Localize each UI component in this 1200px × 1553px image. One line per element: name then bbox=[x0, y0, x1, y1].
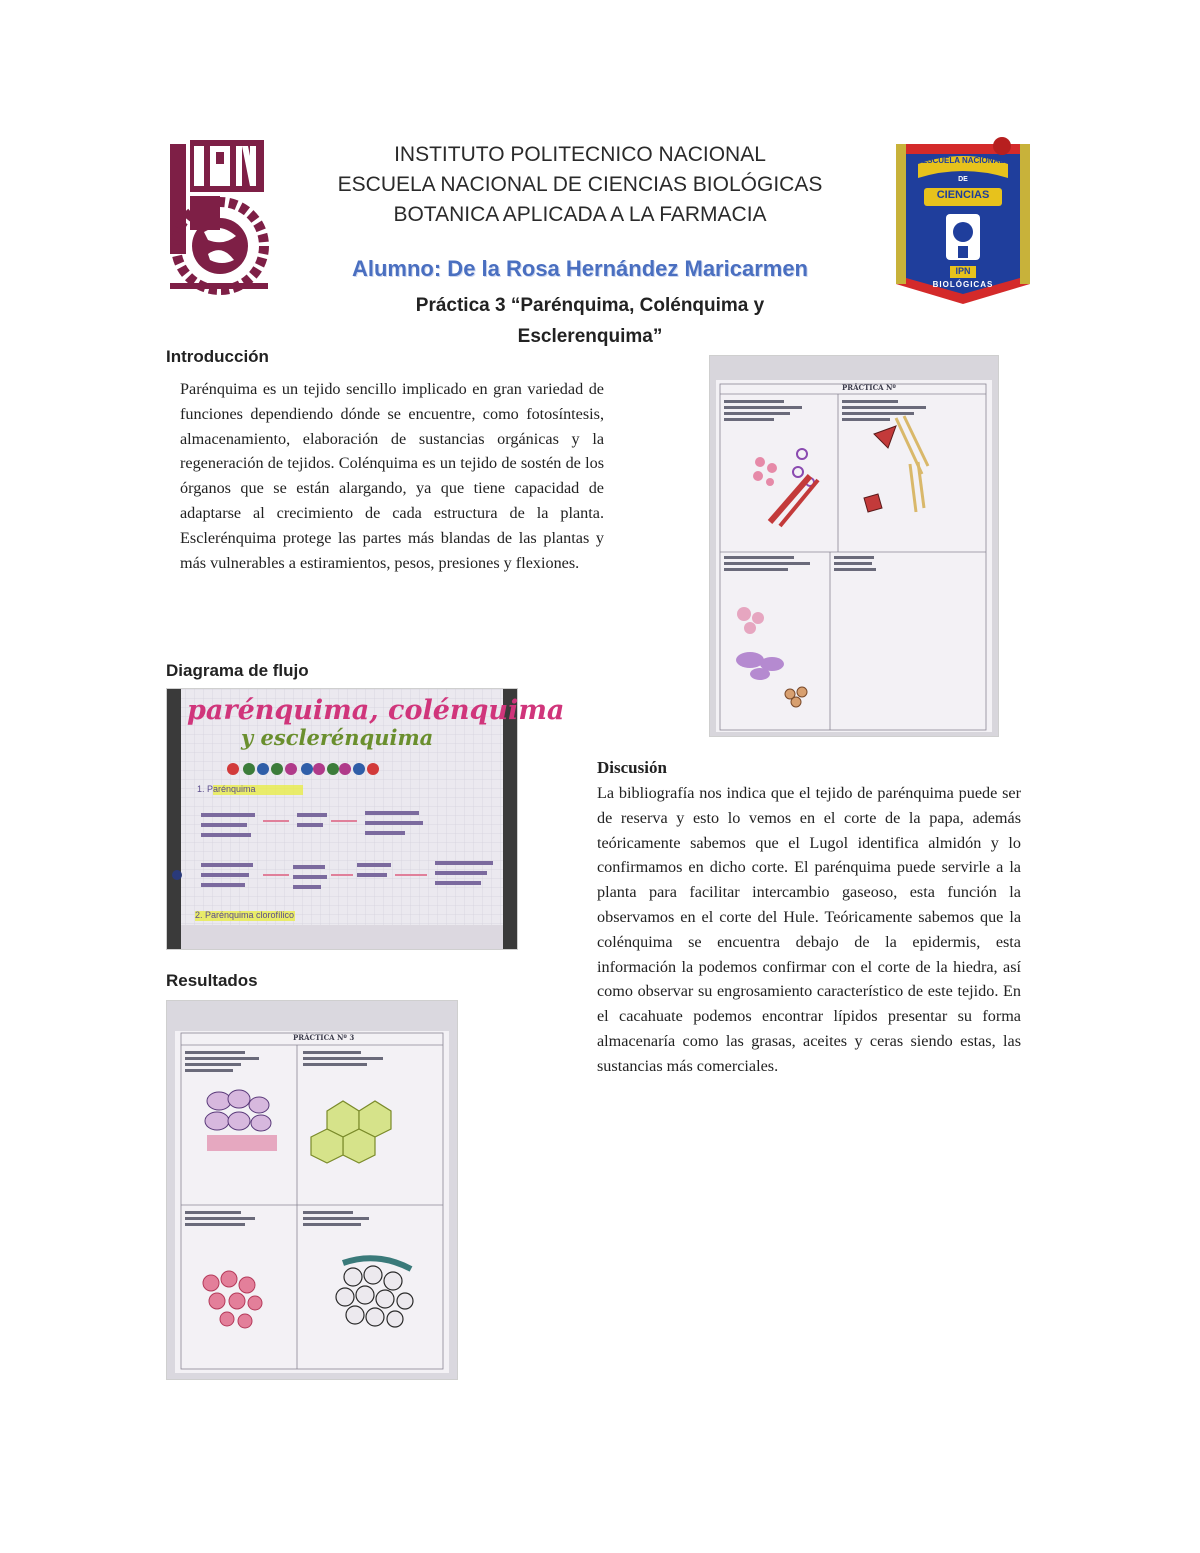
flowchart-title-line2: y esclerénquima bbox=[241, 725, 434, 750]
intro-heading: Introducción bbox=[166, 347, 269, 366]
practice-title: Práctica 3 “Parénquima, Colénquima y Esclerenquima” bbox=[415, 295, 765, 347]
encb-logo-de-text: DE bbox=[958, 176, 968, 183]
encb-logo bbox=[890, 134, 1036, 306]
encb-logo-top-text: ESCUELA NACIONAL bbox=[921, 156, 1005, 165]
intro-paragraph: Parénquima es un tejido sencillo implicado en gran variedad de funciones dependiendo dónde se encuentre, como fotosíntesis, almacenamiento, elaboración de sustancias orgánicas y la regeneración de tejidos. Colénquima es un tejido de sostén de los órganos que se están alargando, ya que tiene capacidad de adaptarse al crecimiento de cada estructura de la planta. Esclerénquima protege las partes más blandas de las plantas y más vulnerables a estiramientos, pesos, presiones y flexiones. bbox=[180, 380, 604, 572]
results-sheet-photo bbox=[166, 1000, 458, 1380]
header-course: BOTANICA APLICADA A LA FARMACIA bbox=[393, 203, 767, 226]
header-institution: INSTITUTO POLITECNICO NACIONAL bbox=[394, 143, 766, 166]
discussion-paragraph: La bibliografía nos indica que el tejido de parénquima puede ser de reserva y esto lo vemos en el corte de la papa, además teóricamente sabemos que el Lugol identifica almidón y lo confirmamos en dicho corte. El parénquima puede servirle a la planta para facilitar intercambio gaseoso, esta función la observamos en el corte del Hule. Teóricamente sabemos que la colénquima se encuentra debajo de la epidermis, esta información la podemos confirmar con el corte de la hiedra, así como observar su engrosamiento característico de este tejido. En el cacahuate podemos encontrar lípidos presentar su forma almacenaría como las grasas, aceites y ceras siendo estas, las sustancias más comerciales. bbox=[597, 784, 1021, 1075]
header-school: ESCUELA NACIONAL DE CIENCIAS BIOLÓGICAS bbox=[337, 173, 823, 196]
flowchart-title-line1: parénquima, colénquima bbox=[187, 695, 565, 726]
encb-logo-mid-text: CIENCIAS bbox=[936, 189, 990, 201]
practice-sheet-photo bbox=[709, 355, 999, 737]
flow-heading: Diagrama de flujo bbox=[166, 661, 309, 680]
student-name: Alumno: De la Rosa Hernández Maricarmen bbox=[351, 256, 808, 281]
encb-logo-bottom-text: BIOLÓGICAS bbox=[932, 280, 994, 289]
discussion-heading: Discusión bbox=[597, 758, 667, 777]
flowchart-photo bbox=[166, 688, 565, 950]
flowchart-section-2: 2. Parénquima clorofílico bbox=[195, 910, 295, 920]
results-heading: Resultados bbox=[166, 971, 258, 990]
encb-logo-ipn-text: IPN bbox=[955, 266, 971, 276]
ipn-logo bbox=[164, 136, 268, 298]
flowchart-section-1: 1. Parénquima bbox=[197, 784, 256, 794]
practice-sheet-label: PRÁCTICA Nº bbox=[842, 383, 896, 392]
results-sheet-label: PRÁCTICA Nº 3 bbox=[293, 1033, 355, 1042]
